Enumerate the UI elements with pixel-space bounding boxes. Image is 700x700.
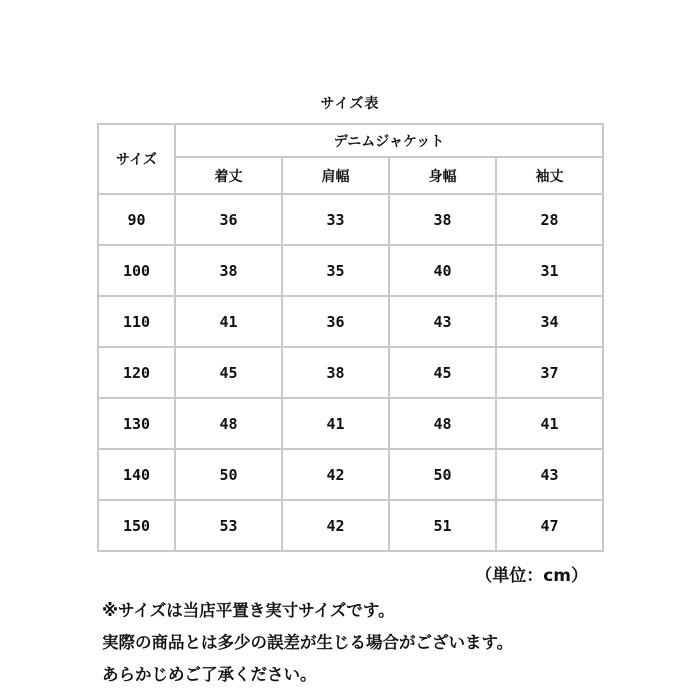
table-row xyxy=(98,194,603,245)
table-row xyxy=(98,398,603,449)
value-cell: 42 xyxy=(282,500,389,551)
value-cell: 31 xyxy=(496,245,603,296)
size-cell: 90 xyxy=(98,194,175,245)
value-cell: 33 xyxy=(282,194,389,245)
value-cell: 43 xyxy=(389,296,496,347)
product-group-header: デニムジャケット xyxy=(175,124,603,157)
column-header-sleeve: 袖丈 xyxy=(496,157,603,194)
table-row xyxy=(98,245,603,296)
value-cell: 38 xyxy=(175,245,282,296)
value-cell: 36 xyxy=(282,296,389,347)
unit-note: （単位：cm） xyxy=(475,566,588,586)
note-line: 実際の商品とは多少の誤差が生じる場合がございます。 xyxy=(102,633,514,652)
value-cell: 53 xyxy=(175,500,282,551)
size-table xyxy=(97,123,604,552)
table-row xyxy=(98,296,603,347)
note-line: ※サイズは当店平置き実寸サイズです。 xyxy=(102,601,395,620)
size-cell: 140 xyxy=(98,449,175,500)
header-row-group xyxy=(98,124,603,157)
value-cell: 41 xyxy=(496,398,603,449)
column-header-width: 身幅 xyxy=(389,157,496,194)
value-cell: 47 xyxy=(496,500,603,551)
size-cell: 150 xyxy=(98,500,175,551)
value-cell: 28 xyxy=(496,194,603,245)
value-cell: 45 xyxy=(389,347,496,398)
value-cell: 50 xyxy=(389,449,496,500)
value-cell: 48 xyxy=(175,398,282,449)
value-cell: 45 xyxy=(175,347,282,398)
column-header-length: 着丈 xyxy=(175,157,282,194)
value-cell: 48 xyxy=(389,398,496,449)
value-cell: 41 xyxy=(282,398,389,449)
size-cell: 100 xyxy=(98,245,175,296)
value-cell: 34 xyxy=(496,296,603,347)
value-cell: 51 xyxy=(389,500,496,551)
table-caption: サイズ表 xyxy=(320,96,380,112)
value-cell: 36 xyxy=(175,194,282,245)
value-cell: 37 xyxy=(496,347,603,398)
value-cell: 38 xyxy=(389,194,496,245)
size-column-header: サイズ xyxy=(98,124,175,194)
value-cell: 43 xyxy=(496,449,603,500)
size-cell: 130 xyxy=(98,398,175,449)
column-header-shoulder: 肩幅 xyxy=(282,157,389,194)
size-cell: 110 xyxy=(98,296,175,347)
value-cell: 50 xyxy=(175,449,282,500)
value-cell: 38 xyxy=(282,347,389,398)
size-cell: 120 xyxy=(98,347,175,398)
value-cell: 41 xyxy=(175,296,282,347)
value-cell: 35 xyxy=(282,245,389,296)
notes-block xyxy=(102,595,513,691)
value-cell: 40 xyxy=(389,245,496,296)
value-cell: 42 xyxy=(282,449,389,500)
table-row xyxy=(98,500,603,551)
table-row xyxy=(98,347,603,398)
table-row xyxy=(98,449,603,500)
note-line: あらかじめご了承ください。 xyxy=(102,665,317,684)
